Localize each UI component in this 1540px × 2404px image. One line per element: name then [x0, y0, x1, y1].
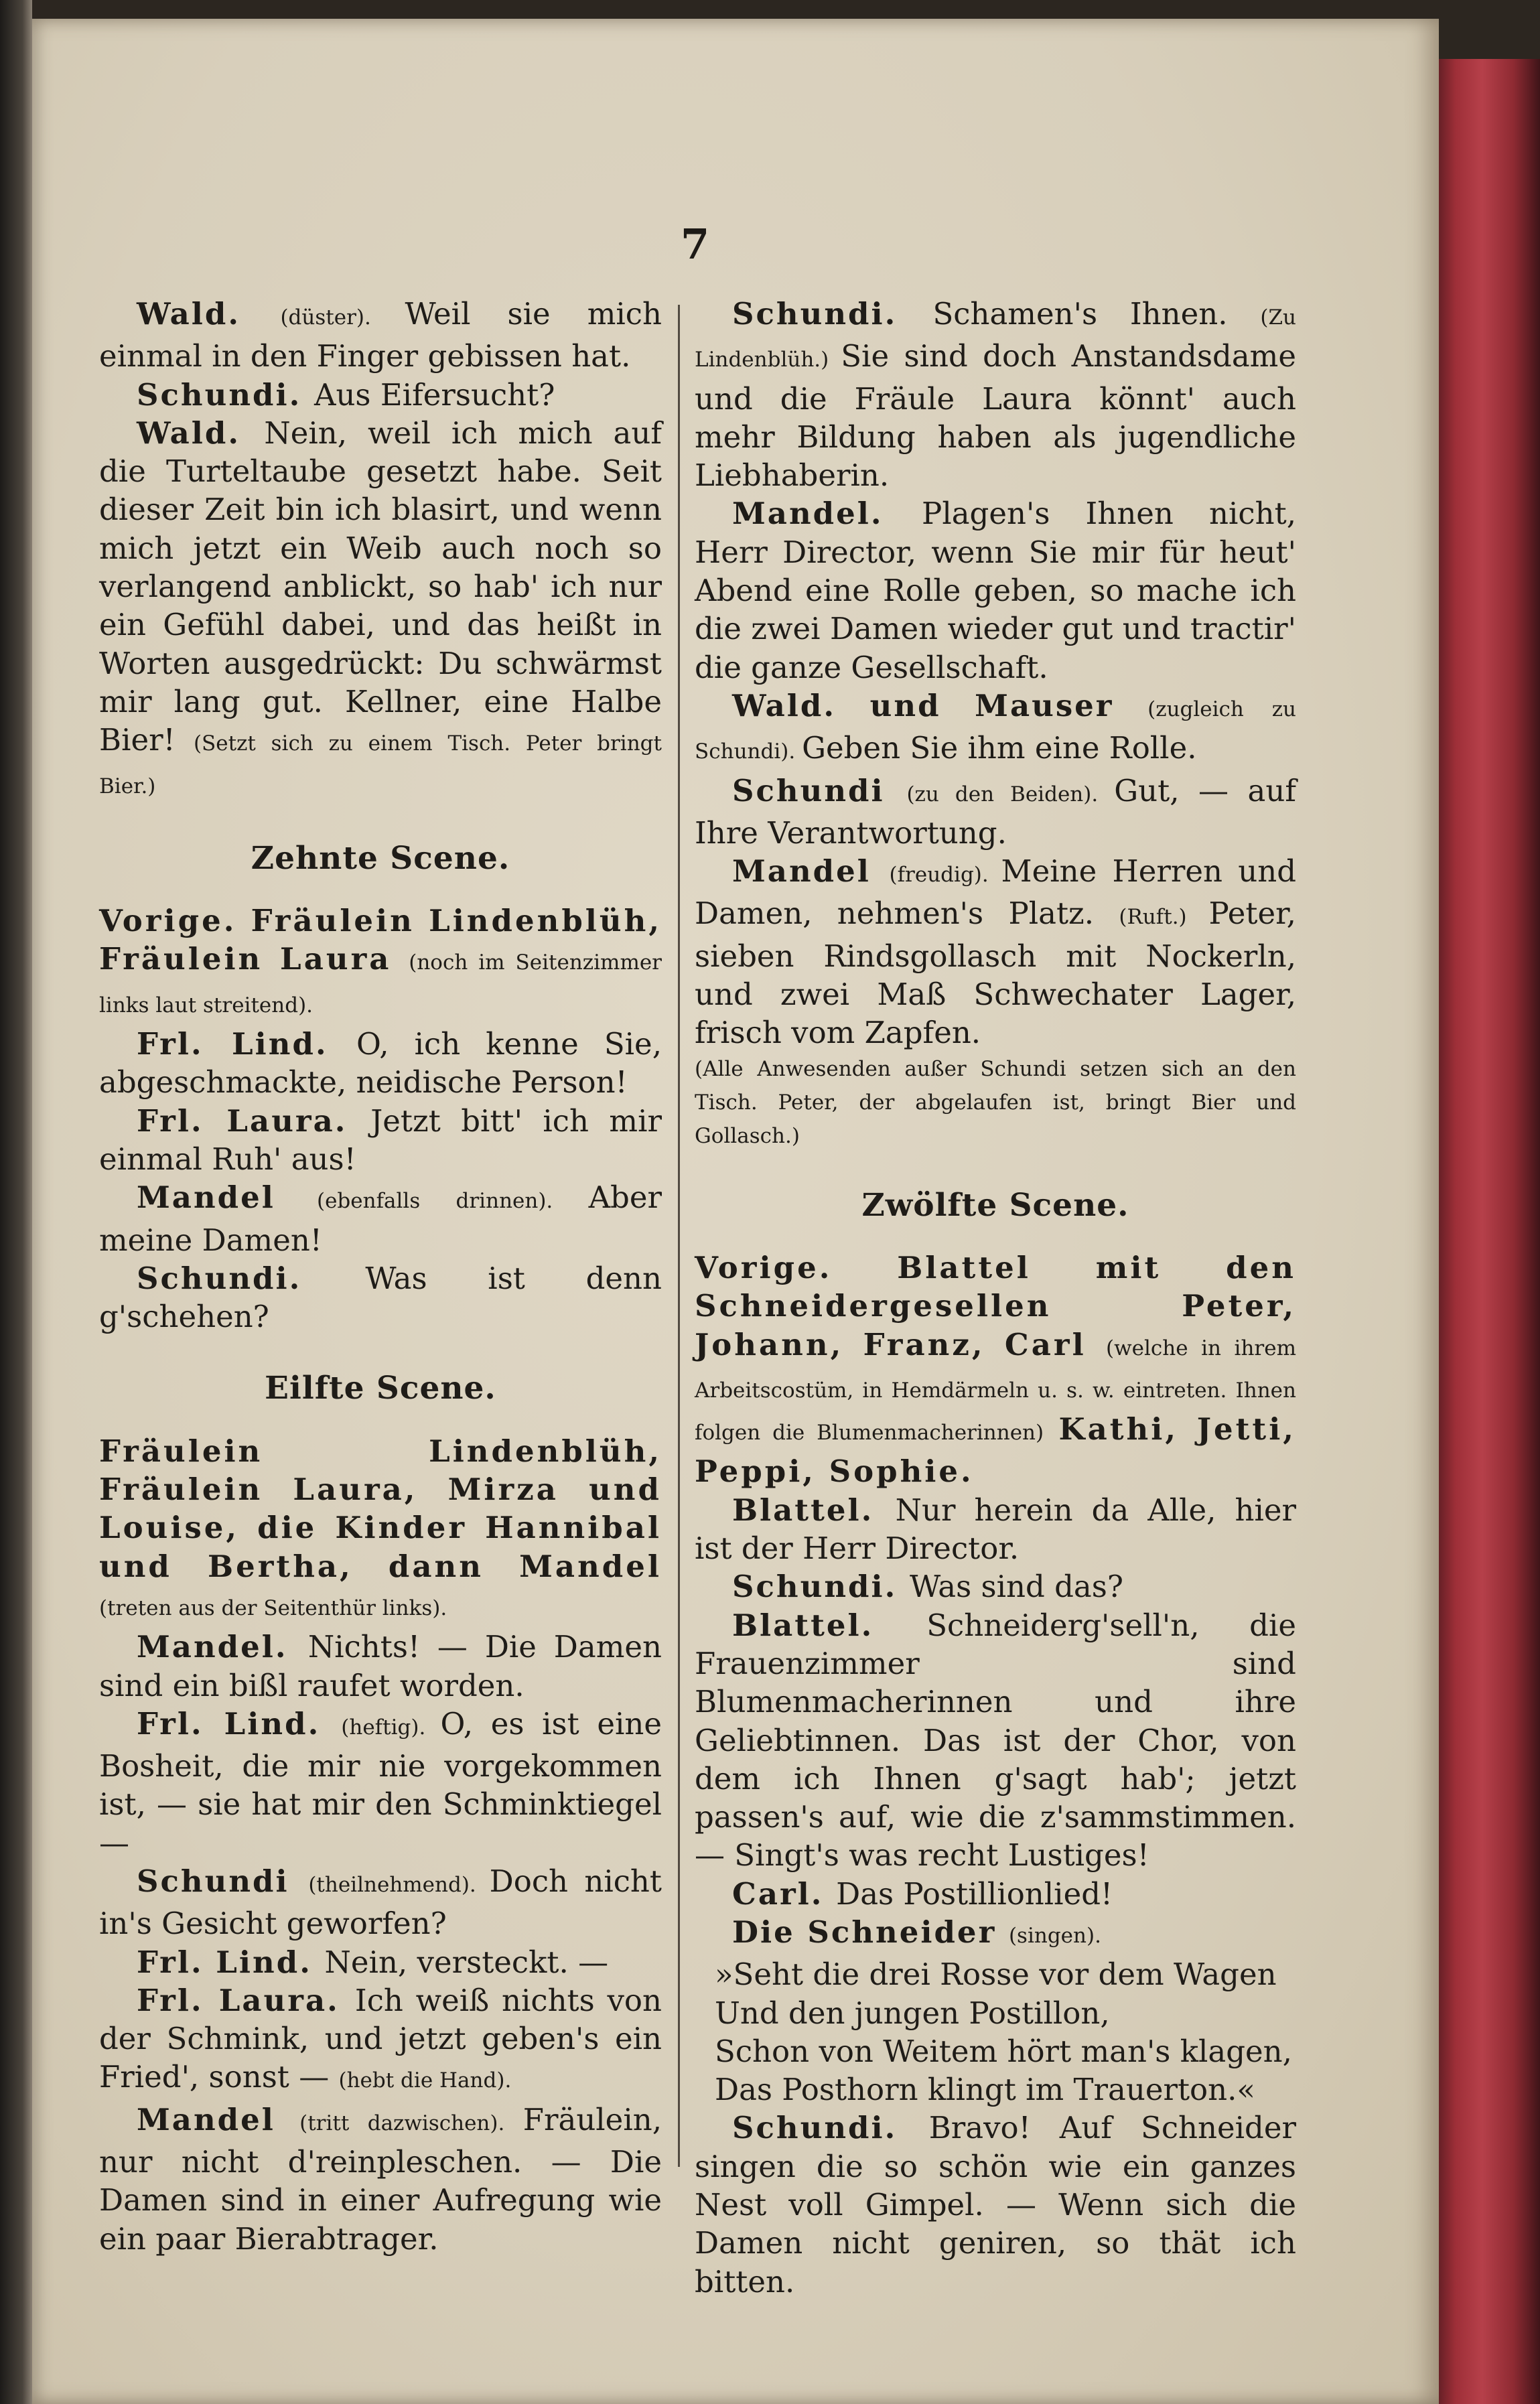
- speech-paragraph: [695, 1606, 1296, 1875]
- speech-text: Gut, — auf Ihre Verantwortung.: [695, 772, 1296, 851]
- speech-text: Das Postillionlied!: [836, 1876, 1113, 1912]
- speech-text: Bravo! Auf Schneider singen die so schön wie ein ganzes Nest voll Gimpel. — Wenn sich die Damen nicht geniren, so thät ich bitten.: [695, 2110, 1296, 2300]
- speech-text: Aus Eifersucht?: [313, 376, 555, 413]
- dramatis-personae: [695, 1249, 1296, 1491]
- speech-text: O, es ist eine Bosheit, die mir nie vorgekommen ist, — sie hat mir den Schminktiegel —: [99, 1705, 662, 1861]
- speech-text: Ich weiß nichts von der Schmink, und jetzt geben's ein Fried', sonst —: [99, 1982, 662, 2095]
- stage-direction: (singen).: [1008, 1923, 1101, 1948]
- speech-paragraph: [695, 687, 1296, 772]
- speaker-name: Mandel: [137, 2101, 300, 2137]
- stage-direction: (Alle Anwesenden außer Schundi setzen sich an den Tisch. Peter, der abgelaufen ist, bringt Bier und Gollasch.): [695, 1056, 1296, 1148]
- dramatis-personae: [99, 1432, 662, 1628]
- speech-paragraph: [695, 295, 1296, 494]
- left-column: [99, 295, 662, 2258]
- stage-direction: (zu den Beiden).: [906, 782, 1115, 806]
- book-page-edges: [1435, 59, 1540, 2404]
- stage-direction: (hebt die Hand).: [338, 2068, 512, 2093]
- scene-heading: Zwölfte Scene.: [861, 1186, 1129, 1224]
- speaker-name: Mandel.: [137, 1629, 308, 1665]
- speech-text: O, ich kenne Sie, abgeschmackte, neidische Person!: [99, 1026, 662, 1101]
- scene-heading: Zehnte Scene.: [251, 839, 510, 877]
- speaker-name: Schundi: [732, 772, 907, 808]
- speaker-name: Carl.: [732, 1876, 837, 1912]
- stage-direction: (treten aus der Seitenthür links).: [99, 1596, 447, 1620]
- speech-text: Peter, sieben Rindsgollasch mit Nockerln, und zwei Maß Schwechater Lager, frisch vom Zapfen.: [695, 896, 1296, 1051]
- speech-text: Schneiderg'sell'n, die Frauenzimmer sind Blumenmacherinnen und ihre Geliebtinnen. Das ist der Chor, von dem ich Ihnen g'sagt hab'; jetzt passen's auf, wie die z'sammstimmen. — Singt's was recht Lustiges!: [695, 1607, 1296, 1873]
- stage-direction: (welche in ihrem Arbeitscostüm, in Hemdärmeln u. s. w. eintreten. Ihnen folgen die Blumenmacherinnen): [695, 1336, 1296, 1445]
- speaker-name: Frl. Lind.: [137, 1705, 342, 1742]
- personae-names: Fräulein Lindenblüh, Fräulein Laura, Mirza und Louise, die Kinder Hannibal und Bertha, dann Mandel: [99, 1433, 662, 1584]
- stage-direction: (Setzt sich zu einem Tisch. Peter bringt Bier.): [99, 731, 662, 798]
- speech-paragraph: [99, 295, 662, 376]
- dramatis-personae: [99, 902, 662, 1025]
- stage-direction: (theilnehmend).: [308, 1872, 490, 1897]
- stage-direction: (zugleich zu Schundi).: [695, 697, 1296, 764]
- speech-text: Plagen's Ihnen nicht, Herr Director, wenn Sie mir für heut' Abend eine Rolle geben, so mache ich die zwei Damen wieder gut und tractir' die ganze Gesellschaft.: [695, 496, 1296, 685]
- speech-text: Jetzt bitt' ich mir einmal Ruh' aus!: [99, 1103, 662, 1177]
- speaker-name: Blattel.: [732, 1607, 927, 1643]
- stage-direction: (noch im Seitenzimmer links laut streitend).: [99, 950, 662, 1017]
- speaker-name: Mandel: [732, 853, 890, 890]
- stage-direction: (Ruft.): [1119, 905, 1209, 930]
- speaker-name: Mandel.: [732, 496, 922, 532]
- speech-text: Was ist denn g'schehen?: [99, 1260, 662, 1335]
- speaker-name: Schundi.: [732, 2110, 929, 2146]
- speech-text: Nichts! — Die Damen sind ein bißl raufet worden.: [99, 1629, 662, 1703]
- speech-text: Meine Herren und Damen, nehmen's Platz.: [695, 853, 1296, 932]
- speaker-name: Frl. Laura.: [137, 1982, 355, 2018]
- scene-heading: Eilfte Scene.: [265, 1370, 496, 1407]
- speaker-name: Frl. Lind.: [137, 1026, 357, 1062]
- speech-paragraph: [99, 1705, 662, 1862]
- speech-text: Sie sind doch Anstandsdame und die Fräule Laura könnt' auch mehr Bildung haben als jugendliche Liebhaberin.: [695, 338, 1296, 494]
- speaker-name: Frl. Lind.: [137, 1944, 325, 1980]
- speech-paragraph: [695, 1567, 1296, 1606]
- speaker-name: Schundi.: [137, 1260, 366, 1296]
- speech-paragraph: [99, 1981, 662, 2101]
- speech-text: Geben Sie ihm eine Rolle.: [802, 730, 1197, 766]
- song-line: Das Posthorn klingt im Trauerton.«: [715, 2072, 1255, 2108]
- speech-paragraph: [695, 852, 1296, 1052]
- page-number: 7: [681, 220, 710, 269]
- speech-paragraph: [695, 2109, 1296, 2300]
- speech-paragraph: [695, 1875, 1296, 1913]
- speech-paragraph: [99, 1178, 662, 1259]
- speech-text: Nur herein da Alle, hier ist der Herr Director.: [695, 1492, 1296, 1567]
- speech-paragraph: [99, 1628, 662, 1705]
- stage-direction: (tritt dazwischen).: [299, 2111, 523, 2135]
- speech-paragraph: [695, 1491, 1296, 1568]
- speaker-name: Wald.: [137, 415, 265, 451]
- speech-text: Schamen's Ihnen.: [932, 296, 1261, 332]
- speaker-name: Schundi.: [732, 296, 933, 332]
- stage-direction: (heftig).: [341, 1715, 441, 1740]
- speaker-name: Die Schneider: [732, 1914, 1009, 1950]
- speech-text: Weil sie mich einmal in den Finger gebissen hat.: [99, 296, 662, 374]
- song-line: Und den jungen Postillon,: [715, 1995, 1110, 2031]
- speaker-name: Schundi.: [732, 1569, 910, 1605]
- personae-names: Vorige. Fräulein Lindenblüh, Fräulein Laura: [99, 903, 662, 977]
- song-line: Schon von Weitem hört man's klagen,: [715, 2033, 1292, 2069]
- speaker-name: Wald. und Mauser: [732, 687, 1148, 723]
- speech-paragraph: [99, 1862, 662, 1943]
- speech-paragraph: [99, 376, 662, 414]
- book-binding-left: [0, 0, 32, 2404]
- speech-paragraph: [99, 1102, 662, 1179]
- speech-paragraph: [99, 1025, 662, 1102]
- speaker-name: Frl. Laura.: [137, 1103, 371, 1139]
- speech-paragraph: [695, 494, 1296, 686]
- speaker-name: Blattel.: [732, 1492, 896, 1528]
- stage-direction: (düster).: [280, 305, 405, 330]
- stage-direction: (ebenfalls drinnen).: [316, 1189, 589, 1214]
- personae-names: Vorige. Blattel mit den Schneidergesellen Peter, Johann, Franz, Carl: [695, 1249, 1296, 1362]
- personae-names: Kathi, Jetti, Peppi, Sophie.: [695, 1411, 1296, 1490]
- speech-text: Nein, versteckt. —: [324, 1944, 609, 1980]
- speech-text: Was sind das?: [909, 1569, 1123, 1605]
- song-line: »Seht die drei Rosse vor dem Wagen: [715, 1957, 1277, 1993]
- stage-direction: (freudig).: [889, 863, 1001, 888]
- speech-paragraph: [99, 1259, 662, 1336]
- speech-text: Doch nicht in's Gesicht geworfen?: [99, 1863, 662, 1942]
- speech-text: Fräulein, nur nicht d'reinpleschen. — Die Damen sind in einer Aufregung wie ein paar Bierabtrager.: [99, 2101, 662, 2257]
- column-divider: [678, 305, 680, 2167]
- speech-text: Nein, weil ich mich auf die Turteltaube gesetzt habe. Seit dieser Zeit bin ich blasirt, und wenn mich jetzt ein Weib auch noch so verlangend anblickt, so hab' ich nur ein Gefühl dabei, und das heißt in Worten ausgedrückt: Du schwärmst mir lang gut. Kellner, eine Halbe Bier!: [99, 415, 662, 758]
- right-column: [695, 295, 1296, 2301]
- speech-paragraph: [99, 2101, 662, 2258]
- stage-direction: (Zu Lindenblüh.): [695, 305, 1296, 372]
- speaker-name: Mandel: [137, 1180, 317, 1216]
- speaker-name: Schundi: [137, 1863, 309, 1899]
- speech-text: Aber meine Damen!: [99, 1180, 662, 1258]
- speech-paragraph: [695, 772, 1296, 853]
- speaker-name: Wald.: [137, 296, 281, 332]
- speaker-name: Schundi.: [137, 376, 314, 413]
- speech-paragraph: [99, 1943, 662, 1981]
- speech-paragraph: [99, 414, 662, 806]
- speech-paragraph: [695, 1913, 1296, 1955]
